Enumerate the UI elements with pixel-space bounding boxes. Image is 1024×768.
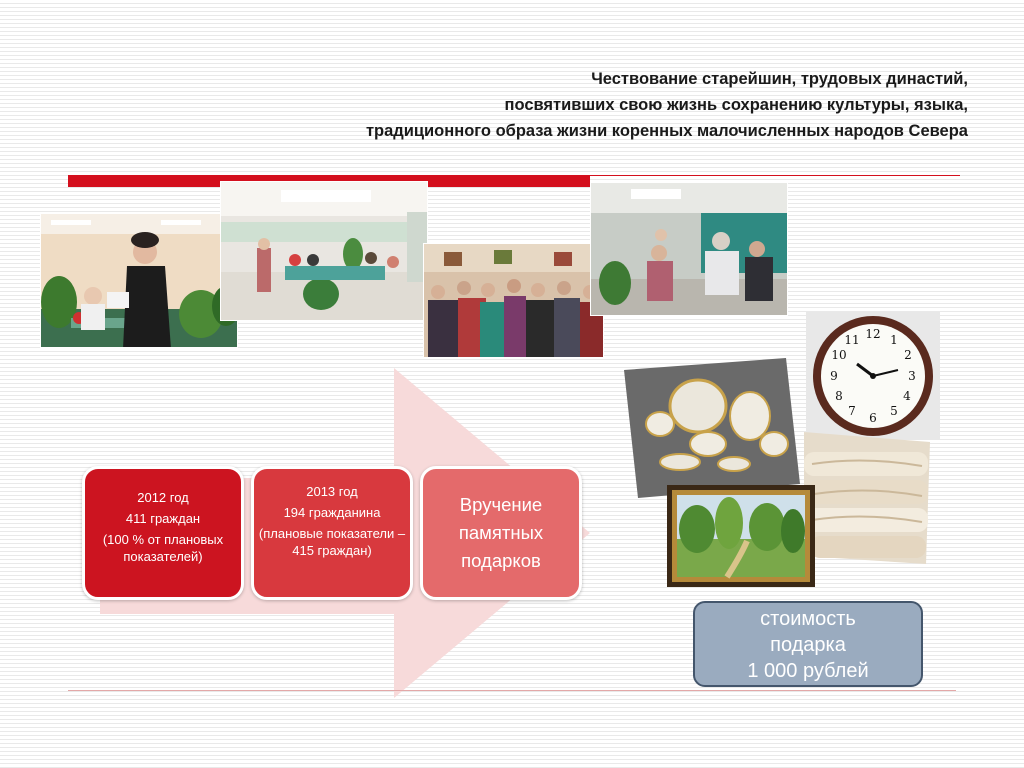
year-2012-note: (100 % от плановых показателей) (102, 532, 224, 564)
clock-gift-image (806, 312, 940, 440)
gift-cost-line-1: стоимость (760, 608, 856, 630)
svg-text:8: 8 (835, 389, 843, 403)
gifts-line-1: Вручение (459, 494, 543, 515)
gifts-line-2: памятных (458, 522, 544, 543)
svg-text:6: 6 (869, 411, 877, 425)
title-line-1: Чествование старейшин, трудовых династий, (591, 70, 968, 88)
year-2012-count: 411 граждан (125, 511, 201, 526)
svg-text:11: 11 (844, 333, 860, 347)
svg-text:2: 2 (904, 348, 912, 362)
title-line-3: традиционного образа жизни коренных малочисленных народов Севера (365, 122, 968, 140)
svg-text:3: 3 (908, 369, 916, 383)
event-photo-group (423, 243, 604, 358)
year-2012-label: 2012 год (137, 490, 189, 505)
red-divider-bottom (68, 690, 956, 691)
svg-text:1: 1 (890, 333, 898, 347)
slide-title (208, 66, 968, 144)
towels-gift-image (804, 432, 930, 564)
tea-set-gift-image (624, 358, 800, 498)
painting-gift-image (667, 485, 815, 587)
year-2013-label: 2013 год (306, 484, 358, 499)
year-2013-note: (плановые показатели – 415 граждан) (258, 526, 406, 558)
gifts-line-3: подарков (461, 550, 541, 571)
year-2013-count: 194 гражданина (283, 505, 381, 520)
event-photo-speaker (40, 213, 238, 348)
svg-text:12: 12 (865, 327, 881, 341)
year-2013-box (251, 466, 413, 600)
gift-cost-box (693, 601, 923, 687)
year-2012-box (82, 466, 244, 600)
svg-text:10: 10 (831, 348, 847, 362)
event-photo-meeting (590, 182, 788, 316)
gift-cost-line-2: подарка (770, 634, 846, 656)
svg-text:4: 4 (903, 389, 911, 403)
svg-text:9: 9 (830, 369, 838, 383)
gifts-box (420, 466, 582, 600)
gift-cost-amount: 1 000 рублей (747, 660, 869, 682)
title-line-2: посвятивших свою жизнь сохранению культуры, языка, (504, 96, 968, 114)
svg-text:5: 5 (890, 404, 898, 418)
event-photo-hall (220, 181, 428, 321)
red-divider-top (590, 175, 960, 176)
svg-text:7: 7 (848, 404, 856, 418)
